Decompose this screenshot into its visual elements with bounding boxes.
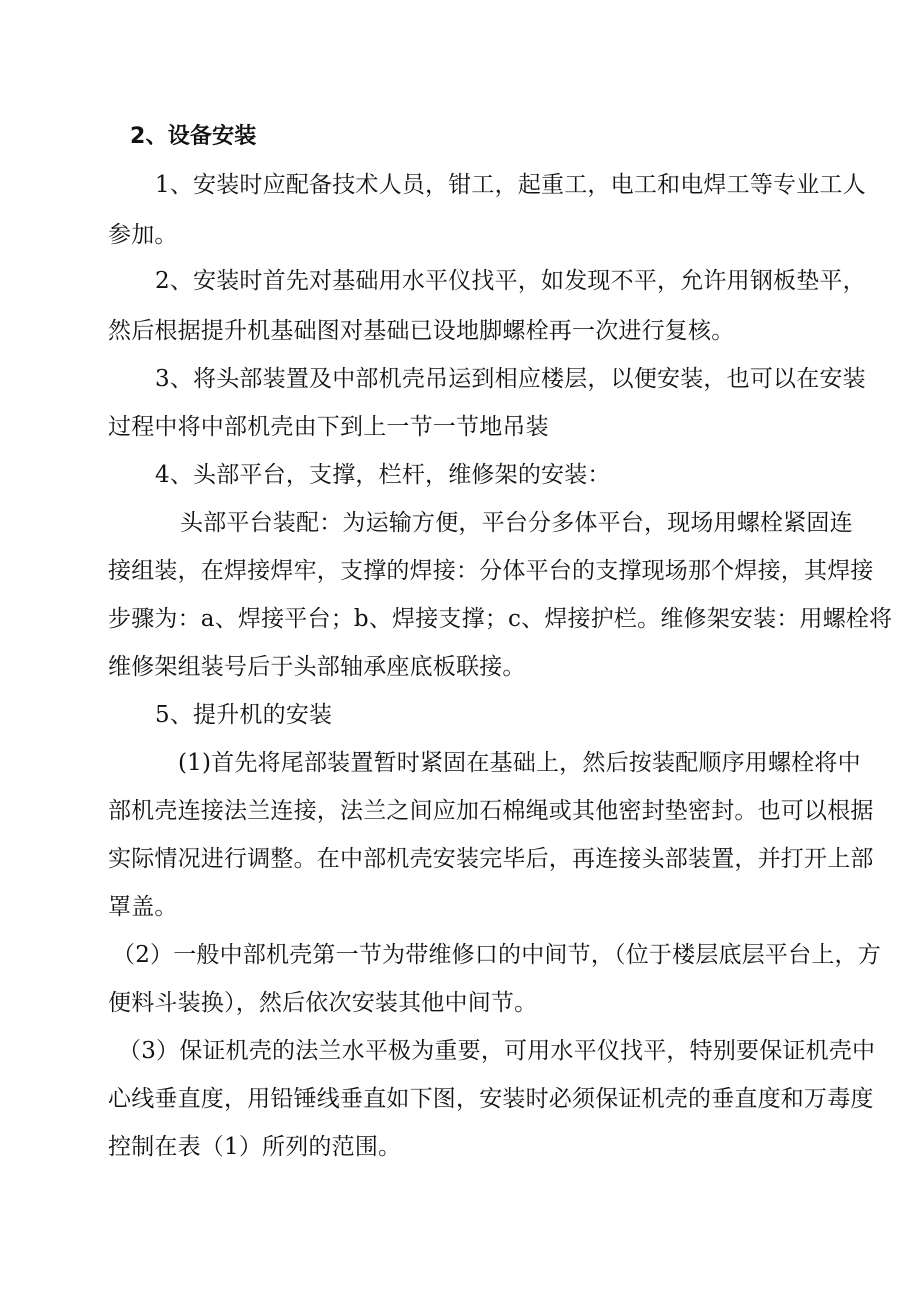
paragraph-3-line-2: 过程中将中部机壳由下到上一节一节地吊装: [108, 414, 549, 440]
paragraph-2-line-1: 2、安装时首先对基础用水平仪找平，如发现不平，允许用钢板垫平，: [155, 268, 866, 294]
paragraph-8-line-1: （2）一般中部机壳第一节为带维修口的中间节，（位于楼层底层平台上，方: [112, 942, 881, 968]
paragraph-7-line-4: 罩盖。: [108, 894, 178, 920]
paragraph-5-line-2: 接组装，在焊接焊牢，支撑的焊接：分体平台的支撑现场那个焊接，其焊接: [108, 558, 874, 584]
paragraph-5-line-3: 步骤为：a、焊接平台；b、焊接支撑；c、焊接护栏。维修架安装：用螺栓将: [108, 606, 893, 632]
paragraph-9-line-2: 心线垂直度，用铅锤线垂直如下图，安装时必须保证机壳的垂直度和万毒度: [108, 1086, 874, 1112]
paragraph-5-line-1: 头部平台装配：为运输方便，平台分多体平台，现场用螺栓紧固连: [180, 510, 853, 536]
paragraph-1-line-2: 参加。: [108, 222, 178, 248]
paragraph-9-line-1: （3）保证机壳的法兰水平极为重要，可用水平仪找平，特别要保证机壳中: [118, 1038, 876, 1064]
paragraph-2-line-2: 然后根据提升机基础图对基础已设地脚螺栓再一次进行复核。: [108, 318, 735, 344]
paragraph-7-line-2: 部机壳连接法兰连接，法兰之间应加石棉绳或其他密封垫密封。也可以根据: [108, 798, 874, 824]
paragraph-1-line-1: 1、安装时应配备技术人员，钳工，起重工，电工和电焊工等专业工人: [155, 172, 866, 198]
paragraph-7-line-1: (1)首先将尾部装置暂时紧固在基础上，然后按装配顺序用螺栓将中: [178, 750, 861, 776]
section-heading: 2、设备安装: [130, 124, 257, 149]
paragraph-3-line-1: 3、将头部装置及中部机壳吊运到相应楼层，以便安装，也可以在安装: [155, 366, 866, 392]
paragraph-8-line-2: 便料斗装换），然后依次安装其他中间节。: [108, 990, 538, 1016]
paragraph-9-line-3: 控制在表（1）所列的范围。: [108, 1134, 402, 1160]
paragraph-4-line-1: 4、头部平台，支撑，栏杆，维修架的安装：: [155, 462, 611, 488]
paragraph-5-line-4: 维修架组装号后于头部轴承座底板联接。: [108, 654, 526, 680]
paragraph-6-line-1: 5、提升机的安装: [155, 702, 333, 728]
paragraph-7-line-3: 实际情况进行调整。在中部机壳安装完毕后，再连接头部装置，并打开上部: [108, 846, 874, 872]
